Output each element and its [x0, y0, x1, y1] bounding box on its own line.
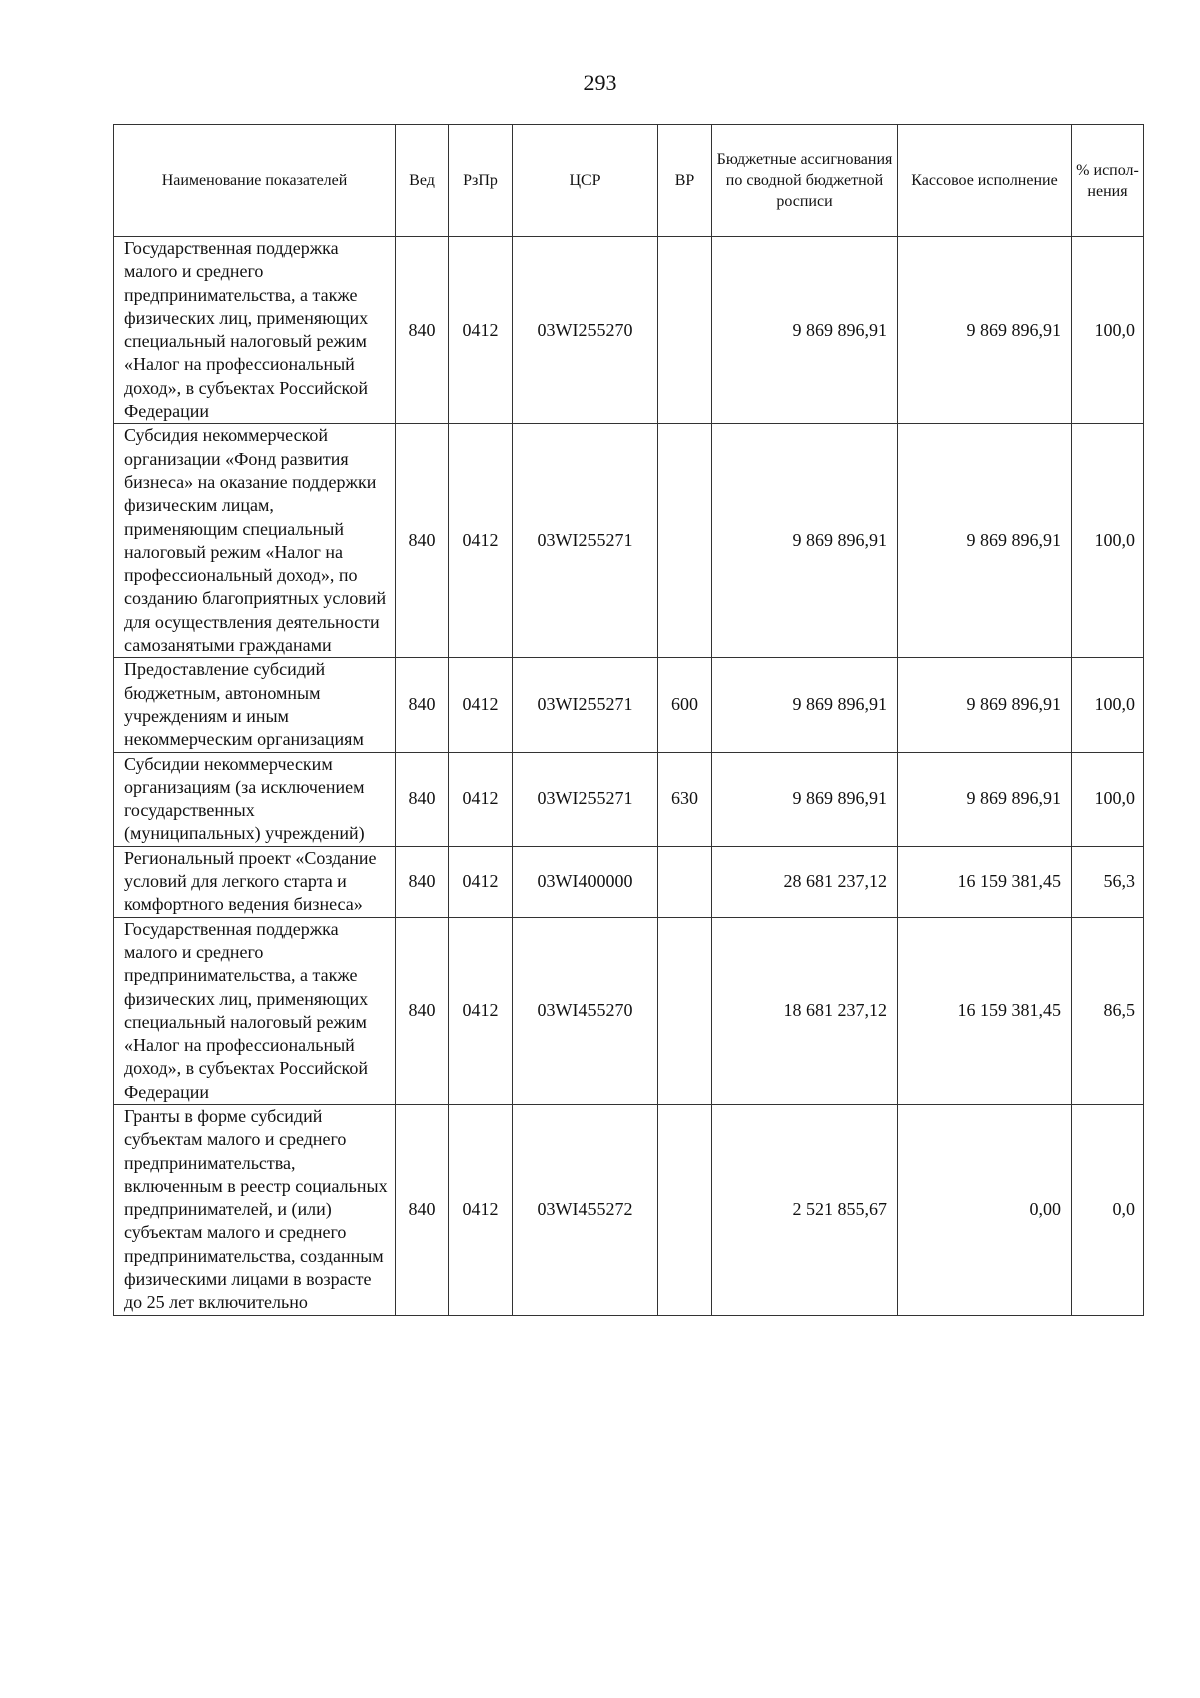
row-execution: 9 869 896,91: [898, 424, 1072, 658]
row-vr: [658, 917, 712, 1104]
row-execution: 9 869 896,91: [898, 752, 1072, 846]
row-rzpr: 0412: [449, 658, 513, 752]
header-rzpr: РзПр: [449, 125, 513, 237]
row-csr: 03WI255270: [513, 237, 658, 424]
row-vr: [658, 237, 712, 424]
row-rzpr: 0412: [449, 237, 513, 424]
row-rzpr: 0412: [449, 424, 513, 658]
row-name: Субсидии некоммерческим организациям (за исключением государственных (муниципальных) учреждений): [114, 752, 396, 846]
row-percent: 86,5: [1072, 917, 1144, 1104]
row-vr: [658, 846, 712, 917]
row-assignments: 2 521 855,67: [712, 1104, 898, 1315]
header-csr: ЦСР: [513, 125, 658, 237]
row-execution: 9 869 896,91: [898, 237, 1072, 424]
table-row: [114, 424, 1144, 658]
table-row: [114, 658, 1144, 752]
row-csr: 03WI400000: [513, 846, 658, 917]
table-row: [114, 1104, 1144, 1315]
row-name: Региональный проект «Создание условий для легкого старта и комфортного ведения бизнеса»: [114, 846, 396, 917]
row-ved: 840: [396, 752, 449, 846]
header-ved: Вед: [396, 125, 449, 237]
row-assignments: 9 869 896,91: [712, 752, 898, 846]
header-vr: ВР: [658, 125, 712, 237]
row-name: Гранты в форме субсидий субъектам малого и среднего предпринимательства, включенным в реестр социальных предпринимателей, и (или) субъектам малого и среднего предпринимательства, созданным физическими лицами в возрасте до 25 лет включительно: [114, 1104, 396, 1315]
row-name: Государственная поддержка малого и среднего предпринимательства, а также физических лиц, применяющих специальный налоговый режим «Налог на профессиональный доход», в субъектах Российской Федерации: [114, 917, 396, 1104]
table-row: [114, 237, 1144, 424]
header-assignments: Бюджетные ассигнования по сводной бюджетной росписи: [712, 125, 898, 237]
header-percent: % испол-нения: [1072, 125, 1144, 237]
row-percent: 100,0: [1072, 752, 1144, 846]
row-ved: 840: [396, 237, 449, 424]
row-percent: 100,0: [1072, 237, 1144, 424]
row-assignments: 9 869 896,91: [712, 658, 898, 752]
row-execution: 16 159 381,45: [898, 846, 1072, 917]
row-vr: [658, 1104, 712, 1315]
row-assignments: 9 869 896,91: [712, 237, 898, 424]
budget-table: [113, 124, 1144, 1316]
row-ved: 840: [396, 846, 449, 917]
row-percent: 100,0: [1072, 658, 1144, 752]
row-ved: 840: [396, 658, 449, 752]
row-rzpr: 0412: [449, 846, 513, 917]
table-row: [114, 917, 1144, 1104]
row-name: Субсидия некоммерческой организации «Фонд развития бизнеса» на оказание поддержки физическим лицам, применяющим специальный налоговый режим «Налог на профессиональный доход», по созданию благоприятных условий для осуществления деятельности самозанятыми гражданами: [114, 424, 396, 658]
table-row: [114, 752, 1144, 846]
row-ved: 840: [396, 917, 449, 1104]
row-csr: 03WI255271: [513, 658, 658, 752]
header-execution: Кассовое исполнение: [898, 125, 1072, 237]
table-row: [114, 846, 1144, 917]
table-header-row: [114, 125, 1144, 237]
row-assignments: 18 681 237,12: [712, 917, 898, 1104]
row-csr: 03WI255271: [513, 424, 658, 658]
row-execution: 9 869 896,91: [898, 658, 1072, 752]
row-ved: 840: [396, 1104, 449, 1315]
row-csr: 03WI455272: [513, 1104, 658, 1315]
row-ved: 840: [396, 424, 449, 658]
row-rzpr: 0412: [449, 752, 513, 846]
row-percent: 0,0: [1072, 1104, 1144, 1315]
row-vr: 630: [658, 752, 712, 846]
row-rzpr: 0412: [449, 1104, 513, 1315]
header-name: Наименование показателей: [114, 125, 396, 237]
row-vr: 600: [658, 658, 712, 752]
row-csr: 03WI255271: [513, 752, 658, 846]
row-percent: 56,3: [1072, 846, 1144, 917]
row-percent: 100,0: [1072, 424, 1144, 658]
row-execution: 0,00: [898, 1104, 1072, 1315]
row-csr: 03WI455270: [513, 917, 658, 1104]
row-execution: 16 159 381,45: [898, 917, 1072, 1104]
page-number: 293: [583, 70, 617, 95]
row-name: Предоставление субсидий бюджетным, автономным учреждениям и иным некоммерческим организациям: [114, 658, 396, 752]
row-vr: [658, 424, 712, 658]
row-assignments: 28 681 237,12: [712, 846, 898, 917]
row-name: Государственная поддержка малого и среднего предпринимательства, а также физических лиц, применяющих специальный налоговый режим «Налог на профессиональный доход», в субъектах Российской Федерации: [114, 237, 396, 424]
row-rzpr: 0412: [449, 917, 513, 1104]
row-assignments: 9 869 896,91: [712, 424, 898, 658]
